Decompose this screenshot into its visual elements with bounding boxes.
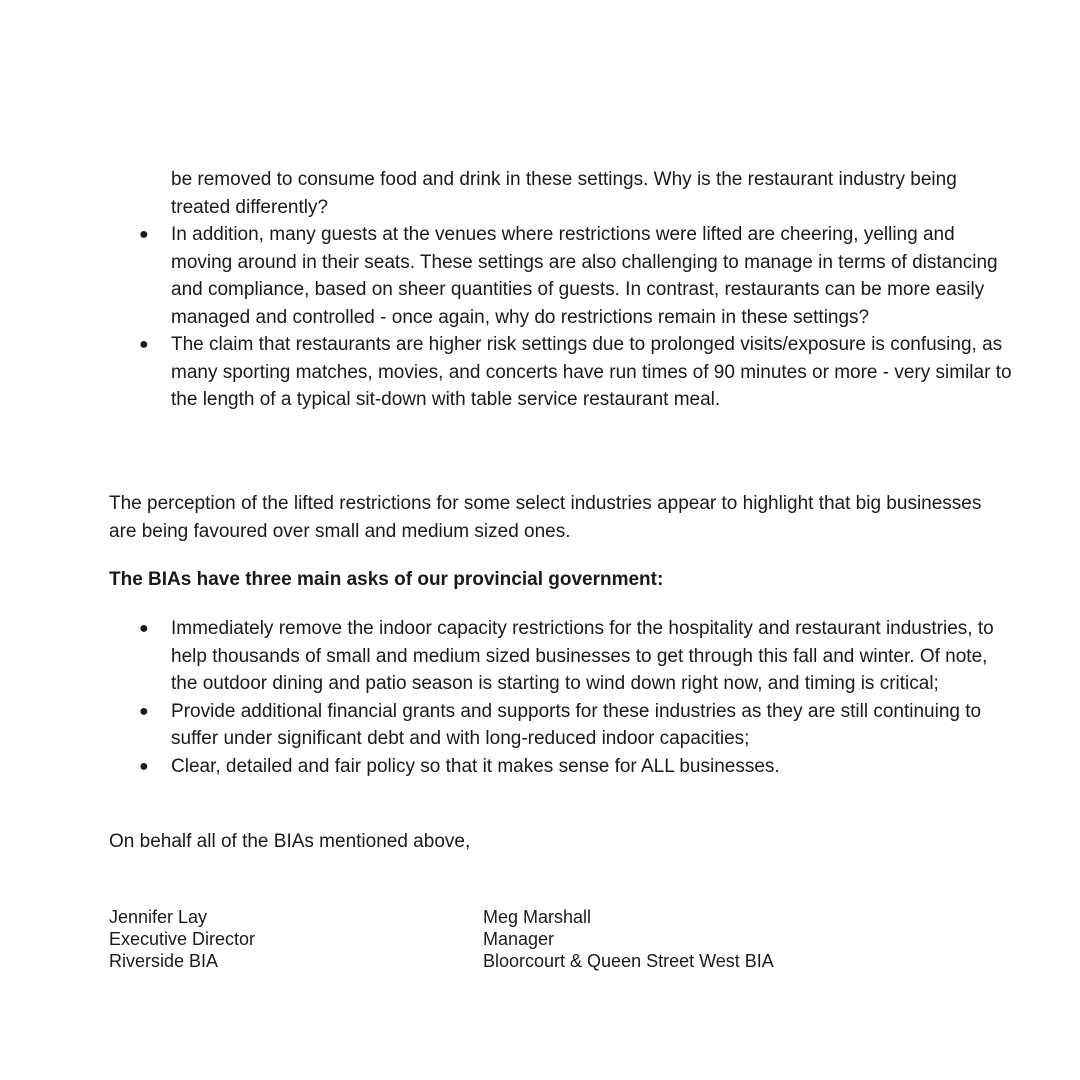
bullet-icon: ● [139,620,149,637]
list-item-text: The claim that restaurants are higher risk settings due to prolonged visits/exposure is confusing, as many sporting matches, movies, and concerts have run times of 90 minutes or more - very similar to the length of a typical sit-down with table service restaurant meal. [171,334,1012,410]
signatory-org: Riverside BIA [109,951,219,971]
signature-block-left [109,906,255,972]
bullet-icon: ● [139,757,149,775]
list-item-text: Provide additional financial grants and supports for these industries as they are still continuing to suffer under significant debt and with long-reduced indoor capacities; [171,700,982,749]
concerns-list [109,221,1019,414]
signatory-title: Executive Director [109,929,256,949]
list-item [109,615,1019,698]
list-item-text: In addition, many guests at the venues where restrictions were lifted are cheering, yelling and moving around in their seats. These settings are also challenging to manage in terms of distancing and compliance, based on sheer quantities of guests. In contrast, restaurants can be more easily managed and controlled - once again, why do restrictions remain in these settings? [171,224,998,328]
signatory-name: Jennifer Lay [109,907,208,927]
asks-heading: The BIAs have three main asks of our provincial government: [109,569,664,590]
perception-paragraph: The perception of the lifted restrictions for some select industries appear to highlight that big businesses are being favoured over small and medium sized ones. [109,493,982,542]
bullet-icon: ● [139,702,149,720]
list-item-text: Immediately remove the indoor capacity restrictions for the hospitality and restaurant industries, to help thousands of small and medium sized businesses to get through this fall and winter. Of note, the outdoor dining and patio season is starting to wind down right now, and timing is critical; [171,618,994,694]
asks-list [109,615,1019,780]
list-item [109,331,1019,414]
bullet-icon: ● [139,226,149,243]
bullet-icon: ● [139,336,149,353]
closing-line: On behalf all of the BIAs mentioned above, [109,831,471,852]
list-item [109,753,1019,781]
signature-block-right [483,906,774,972]
list-item [109,698,1019,753]
list-item-text: Clear, detailed and fair policy so that it makes sense for ALL businesses. [171,755,780,777]
signatory-name: Meg Marshall [483,907,592,927]
signatory-org: Bloorcourt & Queen Street West BIA [483,951,774,971]
list-item [109,221,1019,331]
signatory-title: Manager [483,929,555,949]
continued-bullet-text: be removed to consume food and drink in these settings. Why is the restaurant industry being treated differently? [171,169,957,218]
